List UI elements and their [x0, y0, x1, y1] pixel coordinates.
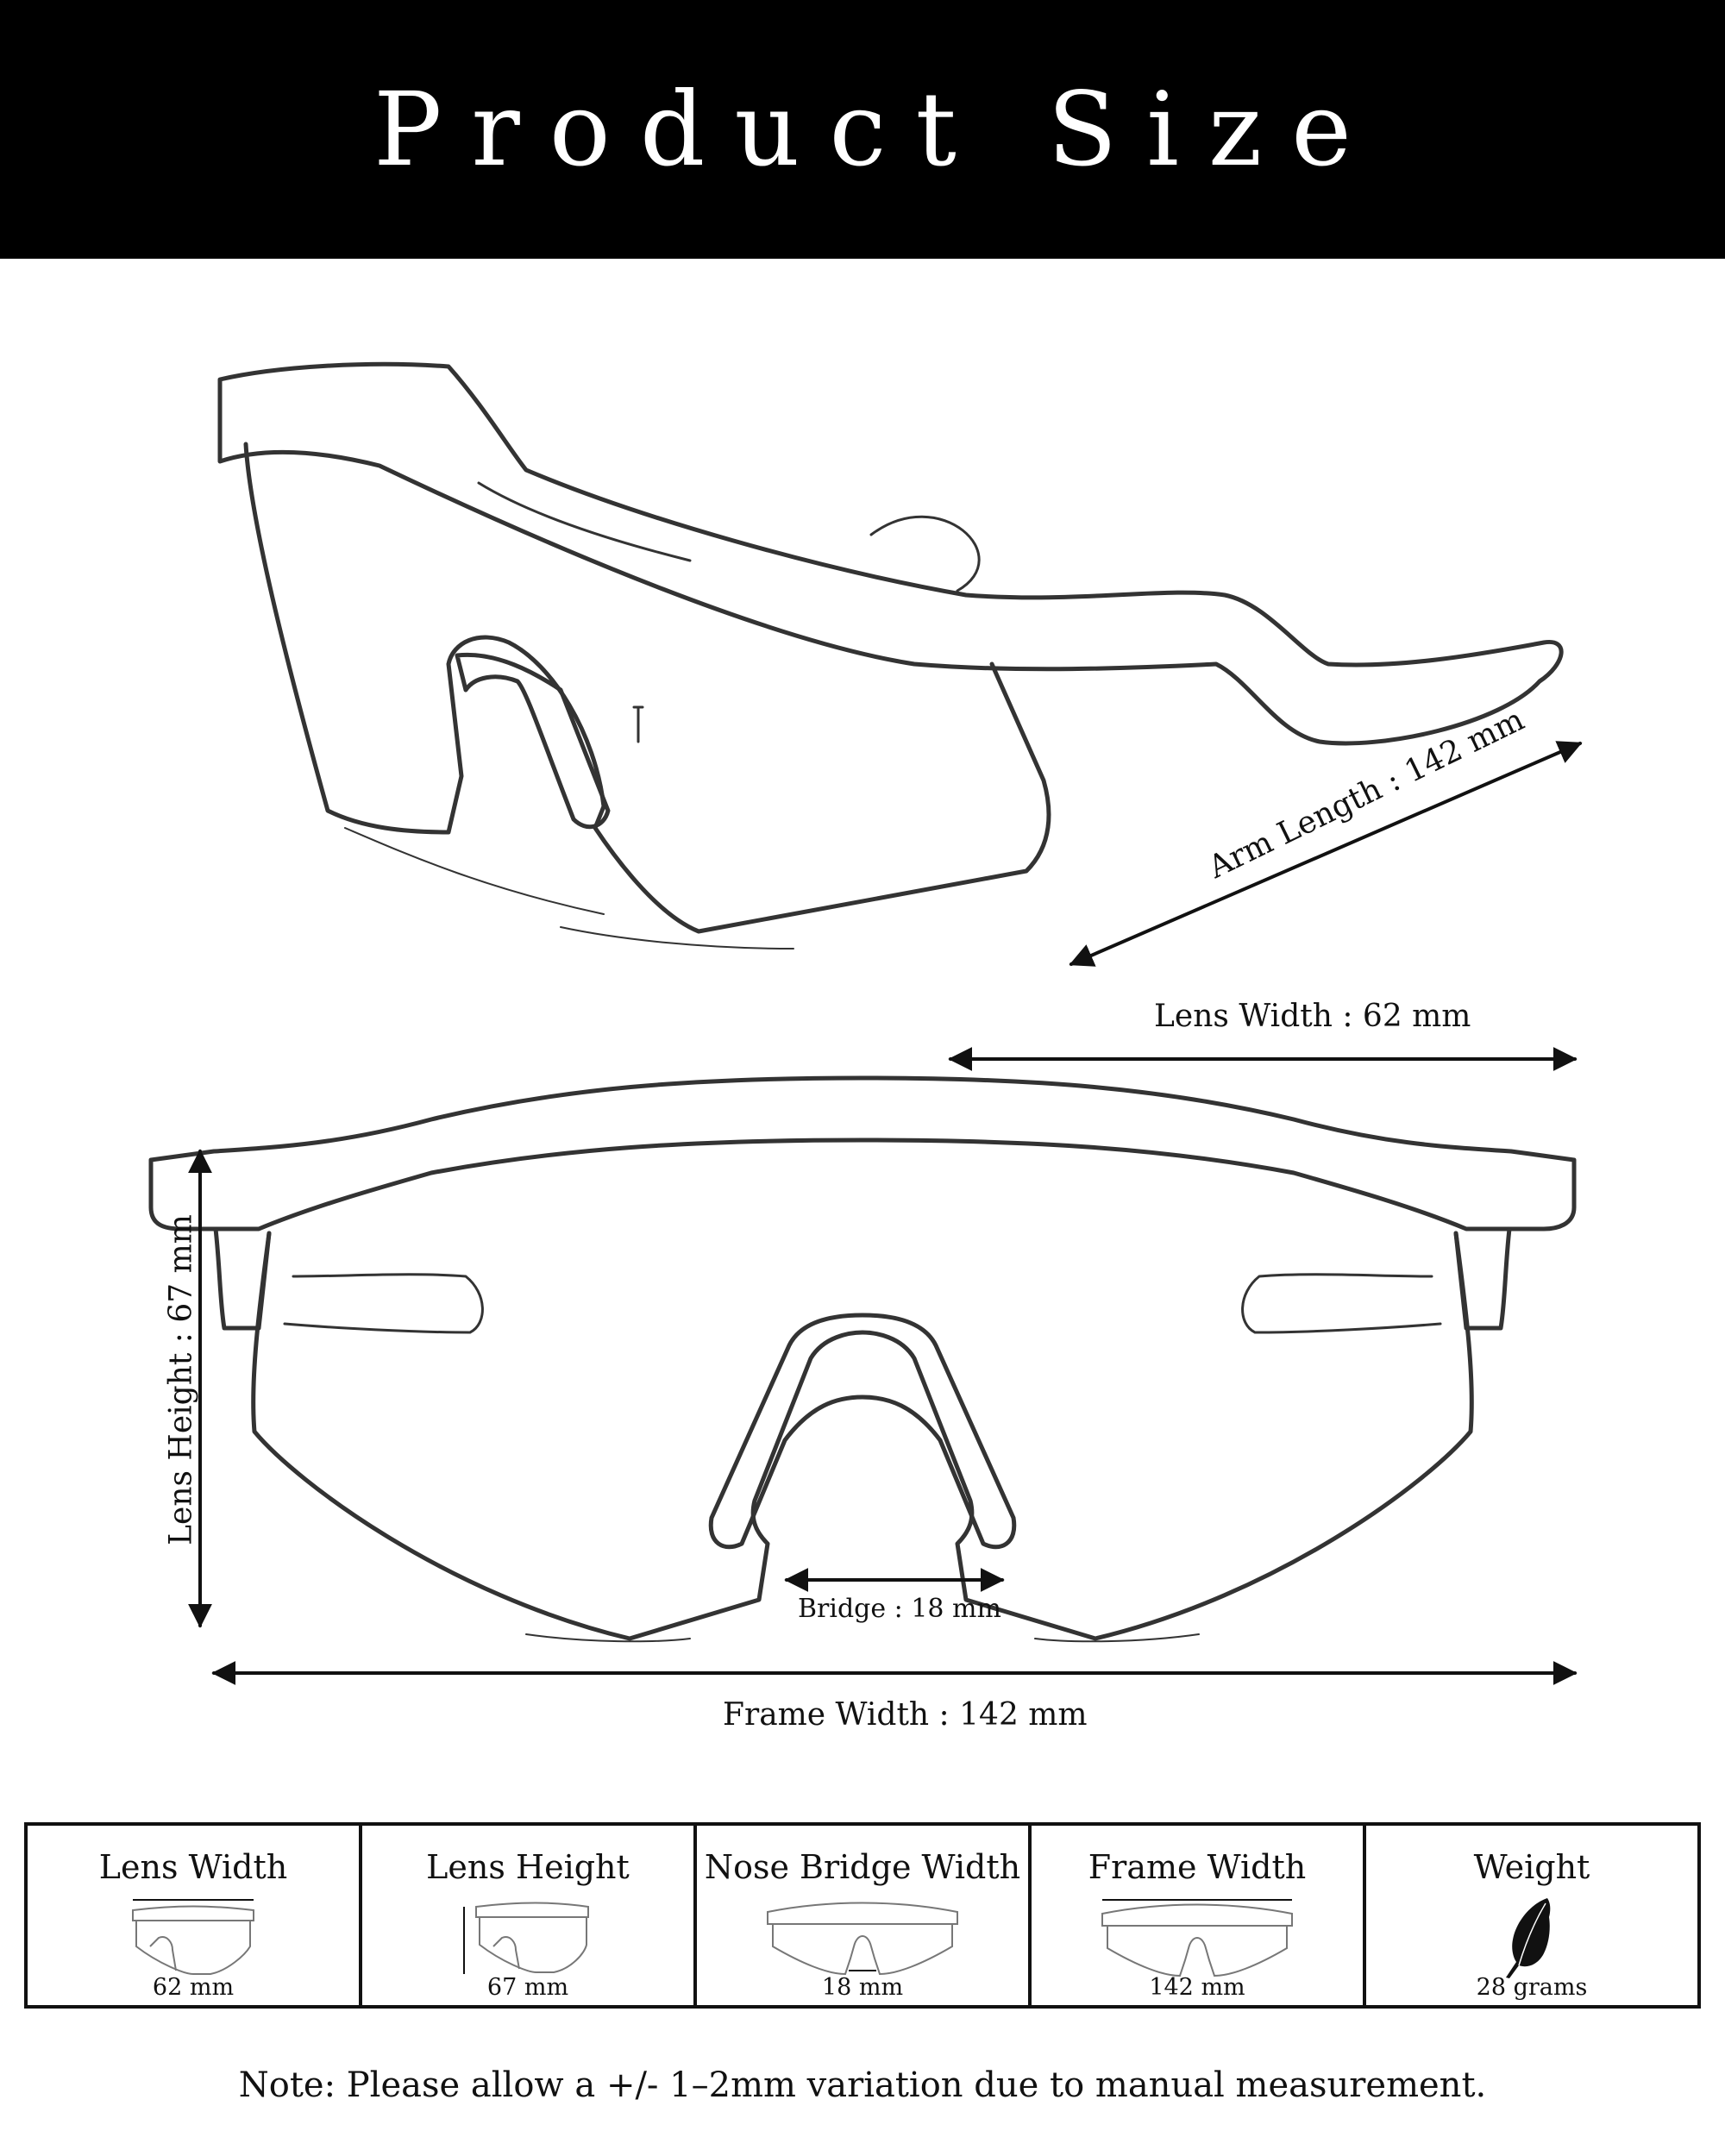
- spec-label: Lens Width: [98, 1848, 288, 1886]
- page-title: Product Size: [373, 70, 1381, 189]
- spec-value: 62 mm: [152, 1974, 235, 2001]
- spec-value: 28 grams: [1476, 1974, 1588, 2001]
- spec-lens-width: [28, 1826, 362, 2005]
- spec-nose-bridge: [697, 1826, 1032, 2005]
- arm-length-label: Arm Length : 142 mm: [1203, 702, 1530, 886]
- bridge-label: Bridge : 18 mm: [798, 1594, 1001, 1624]
- spec-label: Nose Bridge Width: [704, 1848, 1021, 1886]
- spec-value: 18 mm: [821, 1974, 904, 2001]
- spec-value: 142 mm: [1149, 1974, 1245, 2001]
- glasses-front-view: [151, 1078, 1574, 1641]
- spec-table: [24, 1822, 1701, 2009]
- spec-label: Lens Height: [426, 1848, 630, 1886]
- frame-width-icon: [1094, 1895, 1301, 1981]
- spec-lens-height: [362, 1826, 697, 2005]
- spec-frame-width: [1032, 1826, 1366, 2005]
- lens-height-icon: [459, 1895, 597, 1981]
- spec-value: 67 mm: [486, 1974, 569, 2001]
- feather-icon: [1497, 1895, 1566, 1981]
- frame-width-label: Frame Width : 142 mm: [723, 1697, 1088, 1733]
- lens-width-icon: [124, 1895, 262, 1981]
- spec-label: Frame Width: [1088, 1848, 1307, 1886]
- spec-weight: [1366, 1826, 1697, 2005]
- glasses-side-view: [220, 364, 1561, 949]
- lens-width-label: Lens Width : 62 mm: [1154, 999, 1471, 1034]
- nose-bridge-icon: [759, 1895, 966, 1981]
- lens-height-label: Lens Height : 67 mm: [163, 1214, 199, 1545]
- spec-label: Weight: [1473, 1848, 1590, 1886]
- measurement-note: Note: Please allow a +/- 1–2mm variation due to manual measurement.: [238, 2065, 1487, 2105]
